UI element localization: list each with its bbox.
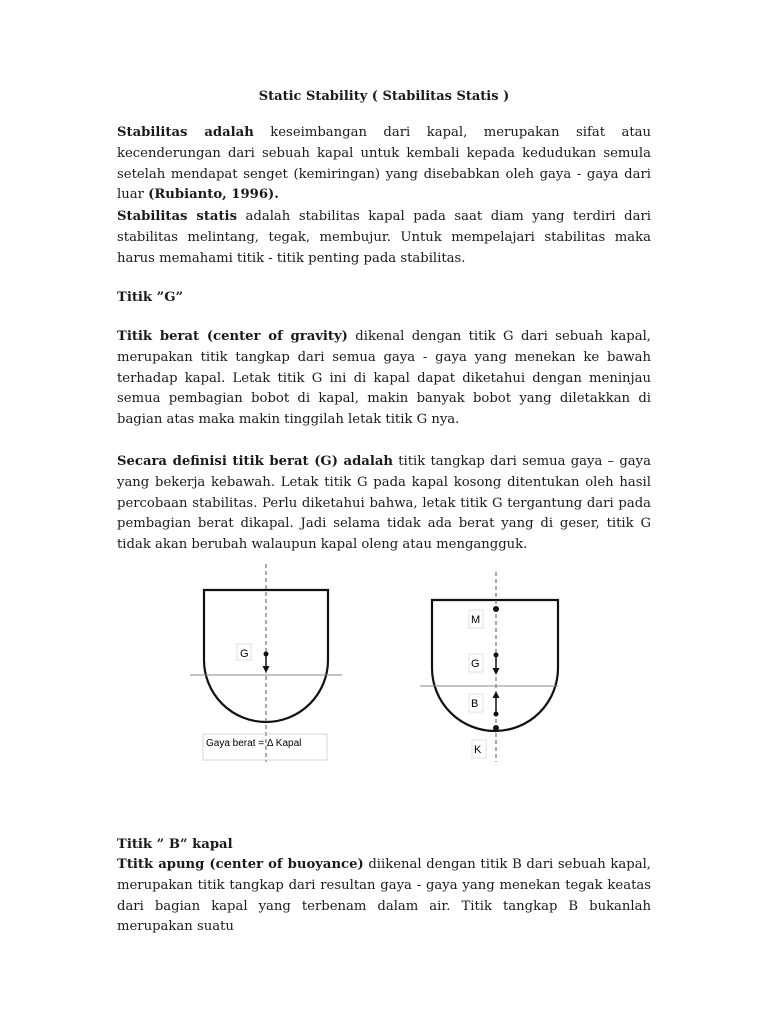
paragraph-definisi bbox=[117, 452, 651, 556]
label-k: K bbox=[474, 744, 482, 756]
point-m bbox=[493, 606, 499, 612]
term-stabilitas: Stabilitas adalah bbox=[117, 125, 254, 140]
point-b bbox=[494, 712, 499, 717]
paragraph-text: dikenal dengan titik G dari sebuah kapal, merupakan titik tangkap dari semua gaya - gaya yang menekan ke bawah terhadap kapal. Letak titik G ini di kapal dapat diketahui dengan meninjau semua pembagian bobot di kapal, makin banyak bobot yang diletakkan di bagian atas maka makin tinggilah letak titik G nya. bbox=[117, 329, 651, 428]
paragraph-text: diikenal dengan titik B dari sebuah kapal, merupakan titik tangkap dari resultan gaya - gaya yang menekan tegak keatas dari bagian kapal yang terbenam dalam air. Titik tangkap B bukanlah merupakan suatu bbox=[117, 857, 651, 935]
arrow-head-icon bbox=[263, 666, 270, 673]
paragraph-stabilitas-statis bbox=[117, 207, 651, 269]
label-m: M bbox=[471, 614, 481, 626]
paragraph-text: titik tangkap dari semua gaya – gaya yang bekerja kebawah. Letak titik G pada kapal kosong ditentukan oleh hasil percobaan stabilitas. Perlu diketahui bahwa, letak titik G tergantung dari pada pembagian berat dikapal. Jadi selama tidak ada berat yang di geser, titik G tidak akan berubah walaupun kapal oleng atau mengangguk. bbox=[117, 454, 651, 553]
term-definisi: Secara definisi titik berat (G) adalah bbox=[117, 454, 393, 469]
point-k bbox=[493, 725, 499, 731]
heading-titik-g: Titik ”G” bbox=[117, 290, 184, 305]
stability-figure bbox=[180, 562, 580, 772]
paragraph-text: keseimbangan dari kapal, merupakan sifat atau kecenderungan dari sebuah kapal untuk kembali kepada kedudukan semula setelah mendapat senget (kemiringan) yang disebabkan oleh gaya - gaya dari luar bbox=[117, 125, 651, 203]
citation: (Rubianto, 1996). bbox=[148, 187, 279, 203]
term-titik-apung: Ttitk apung (center of buoyance) bbox=[117, 857, 364, 872]
hull-diagram-left bbox=[190, 564, 342, 762]
hull-outline bbox=[432, 600, 558, 731]
paragraph-titik-apung bbox=[117, 855, 651, 938]
label-g: G bbox=[471, 658, 480, 670]
label-b: B bbox=[471, 698, 479, 710]
arrow-head-icon bbox=[493, 668, 500, 675]
arrow-head-icon bbox=[493, 691, 500, 698]
hull-diagram-right bbox=[420, 572, 558, 762]
term-stabilitas-statis: Stabilitas statis bbox=[117, 209, 237, 224]
heading-titik-b: Titik ” B” kapal bbox=[117, 837, 233, 852]
paragraph-text: adalah stabilitas kapal pada saat diam yang terdiri dari stabilitas melintang, tegak, membujur. Untuk mempelajari stabilitas maka harus memahami titik - titik penting pada stabilitas. bbox=[117, 209, 651, 266]
paragraph-stabilitas bbox=[117, 123, 651, 206]
paragraph-titik-berat bbox=[117, 327, 651, 431]
figure-caption: Gaya berat = Δ Kapal bbox=[206, 738, 302, 749]
term-titik-berat: Titik berat (center of gravity) bbox=[117, 329, 348, 344]
label-g: G bbox=[240, 648, 249, 660]
page-title: Static Stability ( Stabilitas Statis ) bbox=[258, 89, 510, 104]
